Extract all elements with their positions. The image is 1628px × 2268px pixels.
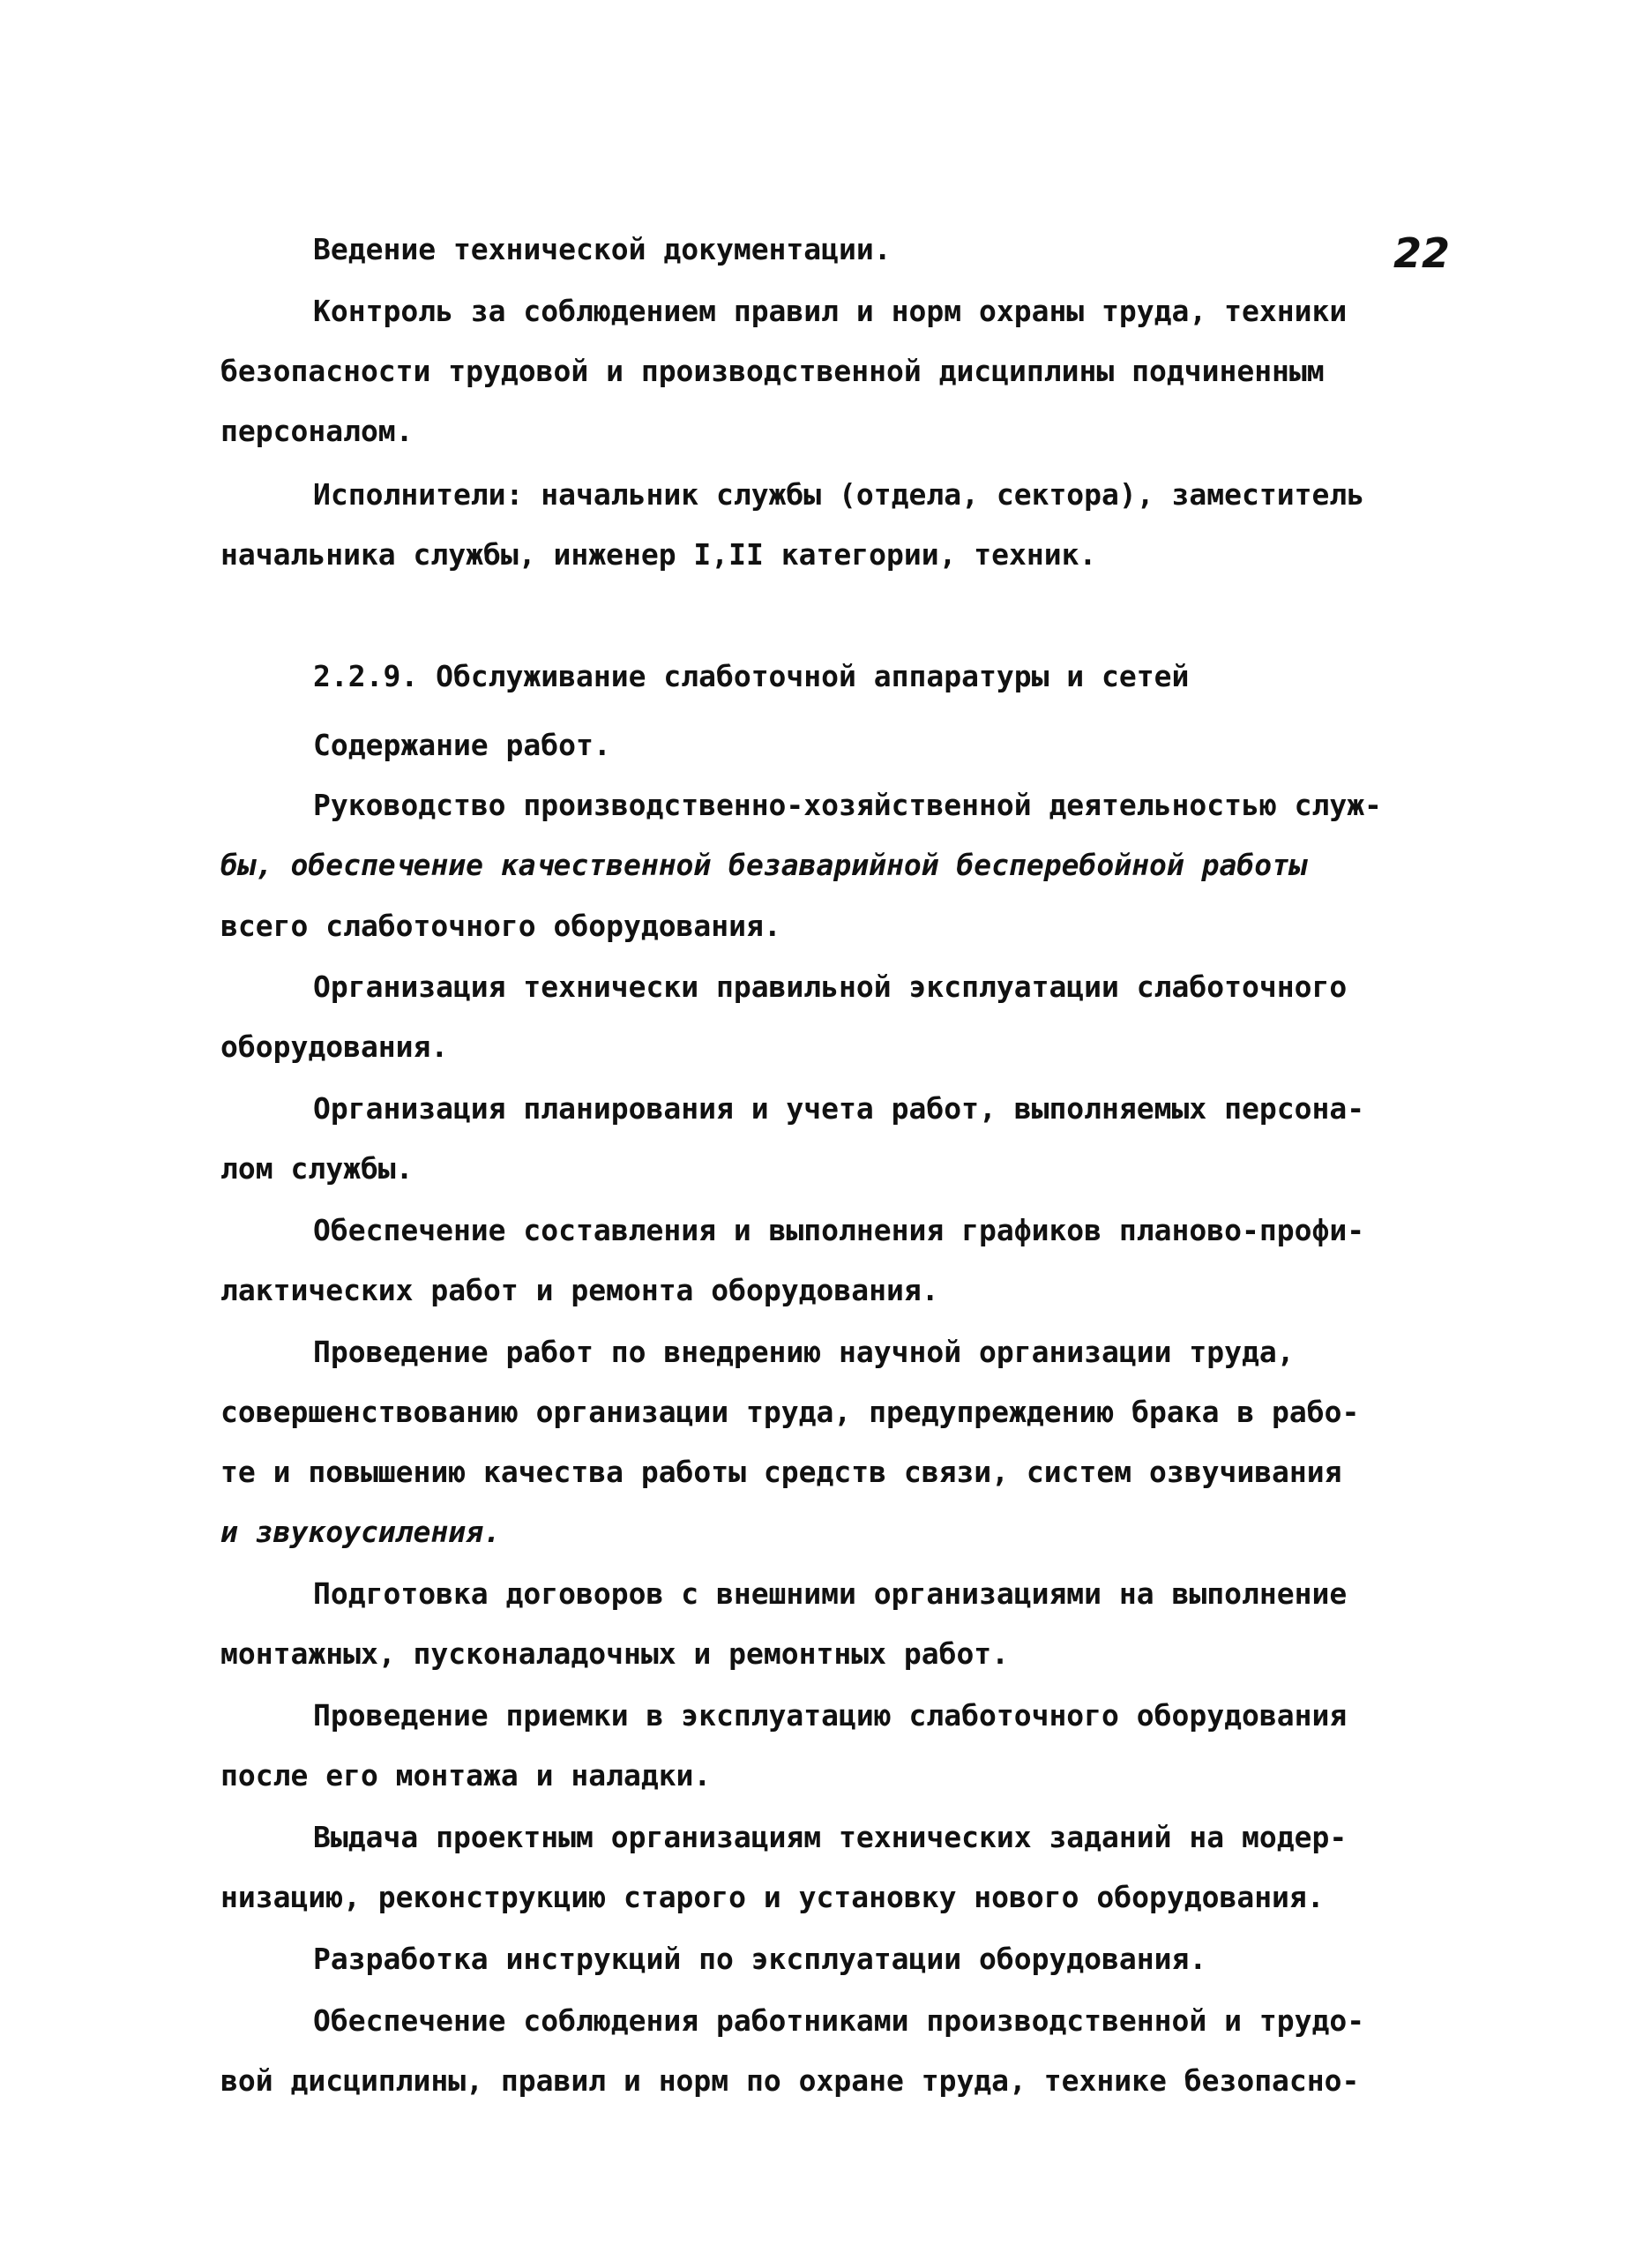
text-line-instructions: Разработка инструкций по эксплуатации оборудования. xyxy=(313,1942,1207,1976)
text-line-work-content: Содержание работ. xyxy=(313,728,611,762)
section-heading-2-2-9: 2.2.9. Обслуживание слаботочной аппаратуры и сетей xyxy=(313,659,1190,693)
text-line-technical-tasks: Выдача проектным организациям технических заданий на модер- xyxy=(313,1820,1348,1854)
text-line-preventive-work: лактических работ и ремонта оборудования. xyxy=(220,1273,939,1307)
text-line-discipline: Обеспечение соблюдения работниками производственной и трудо- xyxy=(313,2003,1365,2038)
text-line-safety-rules: вой дисциплины, правил и норм по охране труда, технике безопасно- xyxy=(220,2063,1360,2098)
page-number: 22 xyxy=(1393,229,1451,277)
text-line-documentation: Ведение технической документации. xyxy=(313,232,892,266)
text-line-executors: Исполнители: начальник службы (отдела, сектора), заместитель xyxy=(313,477,1365,512)
text-line-contracts: Подготовка договоров с внешними организациями на выполнение xyxy=(313,1576,1348,1611)
text-line-control-rules: Контроль за соблюдением правил и норм охраны труда, техники xyxy=(313,294,1348,328)
text-line-planning-accounting: Организация планирования и учета работ, выполняемых персона- xyxy=(313,1091,1365,1126)
text-line-scientific-organization: Проведение работ по внедрению научной организации труда, xyxy=(313,1335,1295,1369)
text-line-executors-continued: начальника службы, инженер I,II категории, техник. xyxy=(220,537,1097,572)
text-line-organization-operation: Организация технически правильной эксплуатации слаботочного xyxy=(313,969,1348,1004)
text-line-improvement: совершенствованию организации труда, предупреждению брака в рабо- xyxy=(220,1395,1360,1429)
text-line-management: Руководство производственно-хозяйственной деятельностью служ- xyxy=(313,788,1382,822)
text-line-equipment: оборудования. xyxy=(220,1029,449,1064)
text-line-acceptance: Проведение приемки в эксплуатацию слаботочного оборудования xyxy=(313,1698,1348,1733)
text-line-modernization: низацию, реконструкцию старого и установку нового оборудования. xyxy=(220,1880,1325,1914)
text-line-communication-quality: те и повышению качества работы средств связи, систем озвучивания xyxy=(220,1455,1342,1489)
text-line-low-current-equipment: всего слаботочного оборудования. xyxy=(220,909,781,943)
text-line-sound-amplification: и звукоусиления. xyxy=(220,1515,501,1549)
text-line-personnel: персоналом. xyxy=(220,414,414,448)
text-line-service-staff: лом службы. xyxy=(220,1151,414,1186)
text-line-safety-discipline: безопасности трудовой и производственной дисциплины подчиненным xyxy=(220,354,1325,388)
text-line-quality-work: бы, обеспечение качественной безаварийной бесперебойной работы xyxy=(220,848,1307,882)
text-line-schedules: Обеспечение составления и выполнения графиков планово-профи- xyxy=(313,1213,1365,1247)
text-line-installation-works: монтажных, пусконаладочных и ремонтных работ. xyxy=(220,1636,1010,1671)
text-line-after-installation: после его монтажа и наладки. xyxy=(220,1758,712,1793)
